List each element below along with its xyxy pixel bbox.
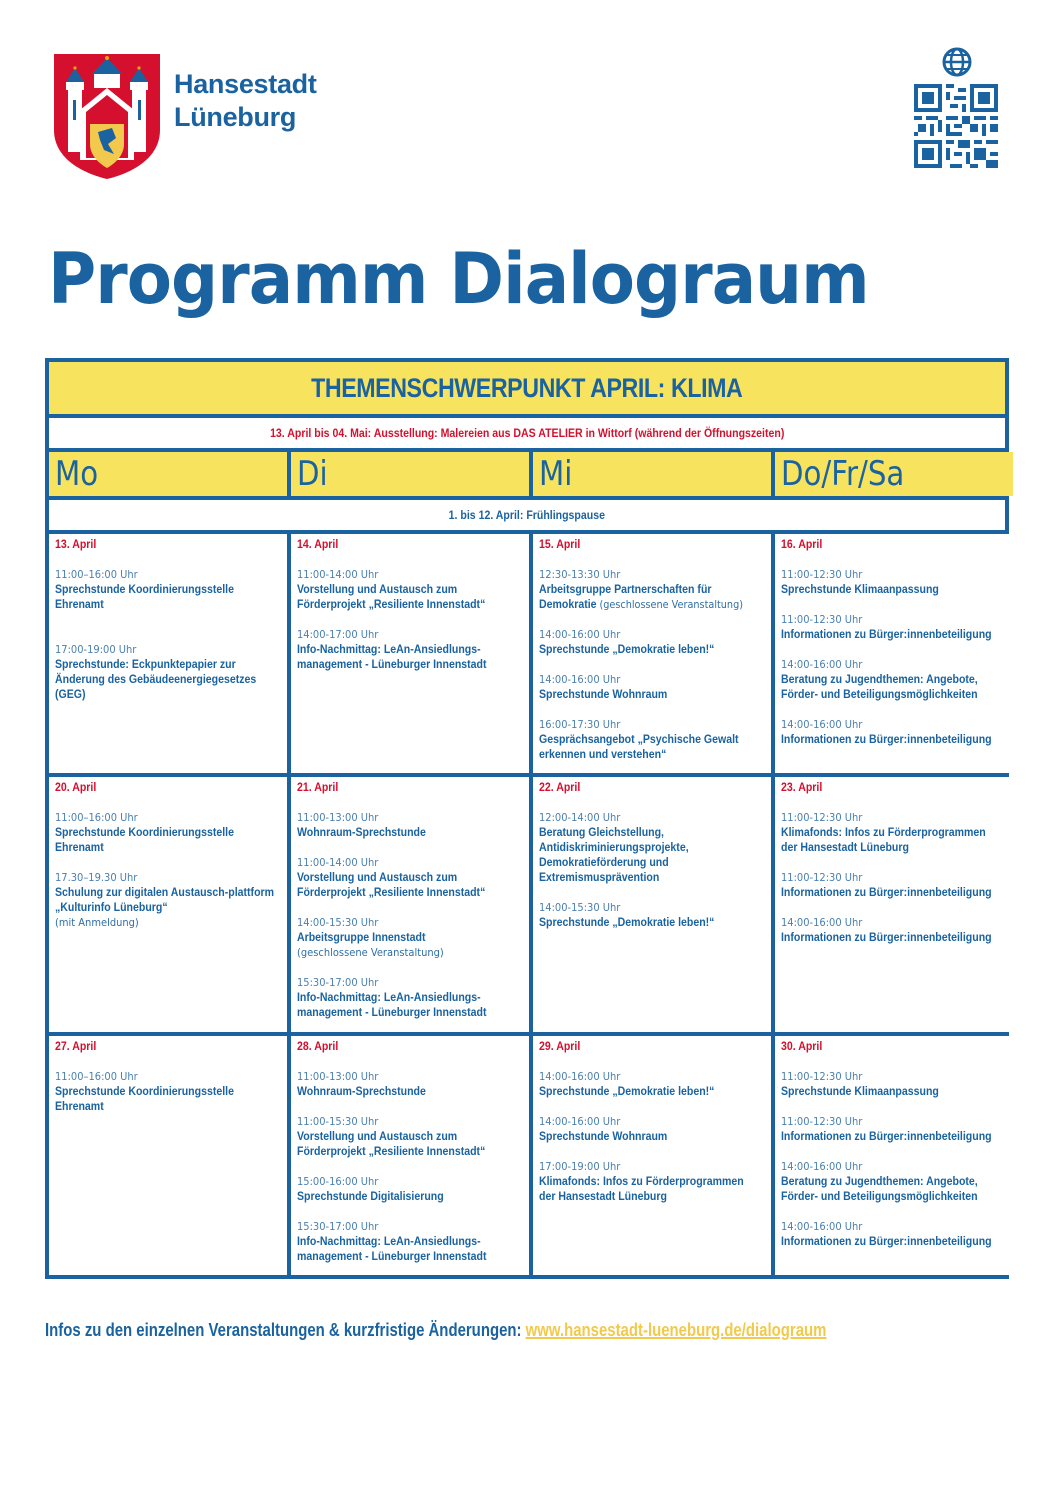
exhibition-banner: [49, 418, 1005, 452]
day-cell: [533, 1036, 771, 1275]
event-time: 11:00–16:00 Uhr: [55, 811, 138, 824]
event-title: Sprechstunde Koordinierungsstelle Ehrenamt: [55, 825, 234, 854]
date-label: 28. April: [297, 1039, 339, 1053]
brand-line-1: Hansestadt: [174, 69, 317, 99]
event-time: 14:00-16:00 Uhr: [539, 1070, 621, 1083]
day-header-mi: Mi: [533, 452, 771, 496]
date-label: 15. April: [539, 537, 581, 551]
event-title: Sprechstunde Wohnraum: [539, 687, 668, 701]
exhibition-text: 13. April bis 04. Mai: Ausstellung: Malereien aus DAS ATELIER in Wittorf (während der Öffnungszeiten): [269, 426, 785, 440]
event-title: Arbeitsgruppe Innenstadt: [297, 930, 426, 944]
event-time: 11:00-14:00 Uhr: [297, 856, 379, 869]
event: [539, 900, 765, 930]
event-title: Informationen zu Bürger:innenbeteiligung: [781, 627, 992, 641]
event-title: Informationen zu Bürger:innenbeteiligung: [781, 1234, 992, 1248]
date-label: 23. April: [781, 780, 823, 794]
date-label: 13. April: [55, 537, 97, 551]
event-title: Schulung zur digitalen Austausch-plattform „Kulturinfo Lüneburg“: [55, 885, 275, 914]
date-label: 16. April: [781, 537, 823, 551]
event: [781, 1069, 1007, 1099]
day-header-di: Di: [291, 452, 529, 496]
footer-info: [45, 1320, 826, 1341]
event: [539, 627, 765, 657]
event-time: 11:00-12:30 Uhr: [781, 1115, 863, 1128]
event-time: 15:30-17:00 Uhr: [297, 1220, 379, 1233]
event-time: 17:00-19:00 Uhr: [539, 1160, 621, 1173]
event: [297, 627, 523, 672]
event-title: Informationen zu Bürger:innenbeteiligung: [781, 930, 992, 944]
day-header-mo: Mo: [49, 452, 287, 496]
event-time: 14:00-16:00 Uhr: [781, 1160, 863, 1173]
event: [539, 1159, 765, 1204]
event-title: Sprechstunde: Eckpunktepapier zur Änderung des Gebäudeenergiegesetzes (GEG): [55, 657, 257, 701]
event: [781, 657, 1007, 702]
event-title: Info-Nachmittag: LeAn-Ansiedlungs-management - Lüneburger Innenstadt: [297, 1234, 487, 1263]
week-row: [49, 777, 1005, 1032]
day-cell: [533, 534, 771, 773]
event-time: 12:30-13:30 Uhr: [539, 568, 621, 581]
event: [297, 1174, 523, 1204]
brand-line-2: Lüneburg: [174, 102, 297, 132]
event-title: Sprechstunde Klimaanpassung: [781, 1084, 939, 1098]
event-title: Gesprächsangebot „Psychische Gewalt erkennen und verstehen“: [539, 732, 739, 761]
pause-banner: [49, 500, 1005, 534]
event-title: Sprechstunde „Demokratie leben!“: [539, 915, 715, 929]
day-cell: [49, 534, 287, 773]
event: [781, 717, 1007, 747]
event-time: 14:00-17:00 Uhr: [297, 628, 379, 641]
event-time: 11:00-12:30 Uhr: [781, 1070, 863, 1083]
event: [297, 1114, 523, 1159]
luneburg-coat-of-arms-icon: [52, 52, 162, 180]
day-cell: [775, 777, 1013, 1032]
event-title: Arbeitsgruppe Partnerschaften für Demokratie (geschlossene Veranstaltung): [539, 582, 743, 611]
event: [781, 915, 1007, 945]
event-time: 11:00-14:00 Uhr: [297, 568, 379, 581]
event: [539, 672, 765, 702]
event: [781, 1114, 1007, 1144]
event: [539, 1069, 765, 1099]
event: [55, 1069, 281, 1114]
pause-text: 1. bis 12. April: Frühlingspause: [448, 508, 606, 522]
event-time: 16:00-17:30 Uhr: [539, 718, 621, 731]
event-time: 15:30-17:00 Uhr: [297, 976, 379, 989]
event: [539, 810, 765, 885]
event-title: Vorstellung und Austausch zum Förderprojekt „Resiliente Innenstadt“: [297, 1129, 486, 1158]
event: [781, 567, 1007, 597]
date-label: 14. April: [297, 537, 339, 551]
event: [781, 612, 1007, 642]
day-cell: [49, 1036, 287, 1275]
event-title: Beratung Gleichstellung, Antidiskriminierungsprojekte, Demokratieförderung und Extremismusprävention: [539, 825, 689, 884]
theme-banner: [49, 362, 1005, 418]
event: [781, 810, 1007, 855]
week-row: [49, 1036, 1005, 1275]
date-label: 20. April: [55, 780, 97, 794]
event-note: (geschlossene Veranstaltung): [599, 598, 743, 611]
globe-icon: [941, 46, 973, 78]
event-title: Sprechstunde „Demokratie leben!“: [539, 642, 715, 656]
event-title: Sprechstunde Klimaanpassung: [781, 582, 939, 596]
event-title: Informationen zu Bürger:innenbeteiligung: [781, 1129, 992, 1143]
event-title: Sprechstunde Koordinierungsstelle Ehrenamt: [55, 582, 234, 611]
qr-block: [914, 46, 998, 170]
event-title: Informationen zu Bürger:innenbeteiligung: [781, 885, 992, 899]
event-title: Vorstellung und Austausch zum Förderprojekt „Resiliente Innenstadt“: [297, 870, 486, 899]
page-title: Programm Dialograum: [48, 238, 869, 320]
schedule-table: [45, 358, 1009, 1279]
event-time: 17.30–19.30 Uhr: [55, 871, 138, 884]
event: [297, 915, 523, 960]
week-row: [49, 534, 1005, 773]
qr-code-icon[interactable]: [914, 84, 998, 168]
event-title: Vorstellung und Austausch zum Förderprojekt „Resiliente Innenstadt“: [297, 582, 486, 611]
event-title: Informationen zu Bürger:innenbeteiligung: [781, 732, 992, 746]
event: [297, 855, 523, 900]
date-label: 29. April: [539, 1039, 581, 1053]
event-time: 14:00-16:00 Uhr: [539, 673, 621, 686]
day-header-do-fr-sa: Do/Fr/Sa: [775, 452, 1013, 496]
event-time: 11:00–16:00 Uhr: [55, 1070, 138, 1083]
event-note: (geschlossene Veranstaltung): [297, 946, 444, 959]
event-time: 14:00-16:00 Uhr: [781, 718, 863, 731]
event-title: Wohnraum-Sprechstunde: [297, 1084, 426, 1098]
day-headers: [49, 452, 1005, 500]
event-time: 14:00-16:00 Uhr: [781, 1220, 863, 1233]
event: [781, 1219, 1007, 1249]
event-title: Sprechstunde Wohnraum: [539, 1129, 668, 1143]
date-label: 21. April: [297, 780, 339, 794]
event-time: 11:00-13:00 Uhr: [297, 811, 379, 824]
footer-text: Infos zu den einzelnen Veranstaltungen & kurzfristige Änderungen:: [45, 1320, 526, 1340]
event: [297, 810, 523, 840]
event-title: Info-Nachmittag: LeAn-Ansiedlungs-management - Lüneburger Innenstadt: [297, 990, 487, 1019]
event-title: Info-Nachmittag: LeAn-Ansiedlungs-management - Lüneburger Innenstadt: [297, 642, 487, 671]
day-cell: [291, 777, 529, 1032]
day-cell: [291, 534, 529, 773]
event: [539, 567, 765, 612]
event: [297, 1219, 523, 1264]
event-time: 14:00-15:30 Uhr: [539, 901, 621, 914]
event-time: 17:00-19:00 Uhr: [55, 643, 137, 656]
event-time: 15:00-16:00 Uhr: [297, 1175, 379, 1188]
event-title: Wohnraum-Sprechstunde: [297, 825, 426, 839]
event-time: 11:00-15:30 Uhr: [297, 1115, 379, 1128]
date-label: 27. April: [55, 1039, 97, 1053]
event: [297, 975, 523, 1020]
footer-link[interactable]: www.hansestadt-lueneburg.de/dialograum: [525, 1320, 827, 1340]
day-cell: [291, 1036, 529, 1275]
event-time: 11:00-12:30 Uhr: [781, 568, 863, 581]
event: [297, 567, 523, 612]
day-cell: [533, 777, 771, 1032]
event-title: Sprechstunde „Demokratie leben!“: [539, 1084, 715, 1098]
event-title: Sprechstunde Digitalisierung: [297, 1189, 444, 1203]
event-title: Beratung zu Jugendthemen: Angebote, Förder- und Beteiligungsmöglichkeiten: [781, 672, 978, 701]
event-time: 14:00-16:00 Uhr: [539, 628, 621, 641]
event: [781, 870, 1007, 900]
event-time: 14:00-16:00 Uhr: [781, 658, 863, 671]
event-time: 12:00-14:00 Uhr: [539, 811, 621, 824]
day-cell: [775, 534, 1013, 773]
brand-name: [174, 68, 317, 134]
event-title: Sprechstunde Koordinierungsstelle Ehrenamt: [55, 1084, 234, 1113]
day-cell: [775, 1036, 1013, 1275]
event-note: (mit Anmeldung): [55, 916, 139, 929]
event: [539, 717, 765, 762]
event-time: 11:00-12:30 Uhr: [781, 613, 863, 626]
event-title: Klimafonds: Infos zu Förderprogrammen der Hansestadt Lüneburg: [539, 1174, 744, 1203]
theme-text: THEMENSCHWERPUNKT APRIL: KLIMA: [311, 372, 743, 403]
event-title: Klimafonds: Infos zu Förderprogrammen der Hansestadt Lüneburg: [781, 825, 986, 854]
event: [297, 1069, 523, 1099]
event: [781, 1159, 1007, 1204]
event: [55, 567, 281, 612]
date-label: 22. April: [539, 780, 581, 794]
event-time: 11:00-12:30 Uhr: [781, 811, 863, 824]
date-label: 30. April: [781, 1039, 823, 1053]
event: [539, 1114, 765, 1144]
event-time: 14:00-15:30 Uhr: [297, 916, 379, 929]
event: [55, 642, 281, 702]
event: [55, 870, 281, 930]
event: [55, 810, 281, 855]
day-cell: [49, 777, 287, 1032]
event-time: 11:00-13:00 Uhr: [297, 1070, 379, 1083]
event-title: Beratung zu Jugendthemen: Angebote, Förder- und Beteiligungsmöglichkeiten: [781, 1174, 978, 1203]
event-time: 14:00-16:00 Uhr: [539, 1115, 621, 1128]
event-time: 11:00-12:30 Uhr: [781, 871, 863, 884]
event-time: 14:00-16:00 Uhr: [781, 916, 863, 929]
event-time: 11:00–16:00 Uhr: [55, 568, 138, 581]
